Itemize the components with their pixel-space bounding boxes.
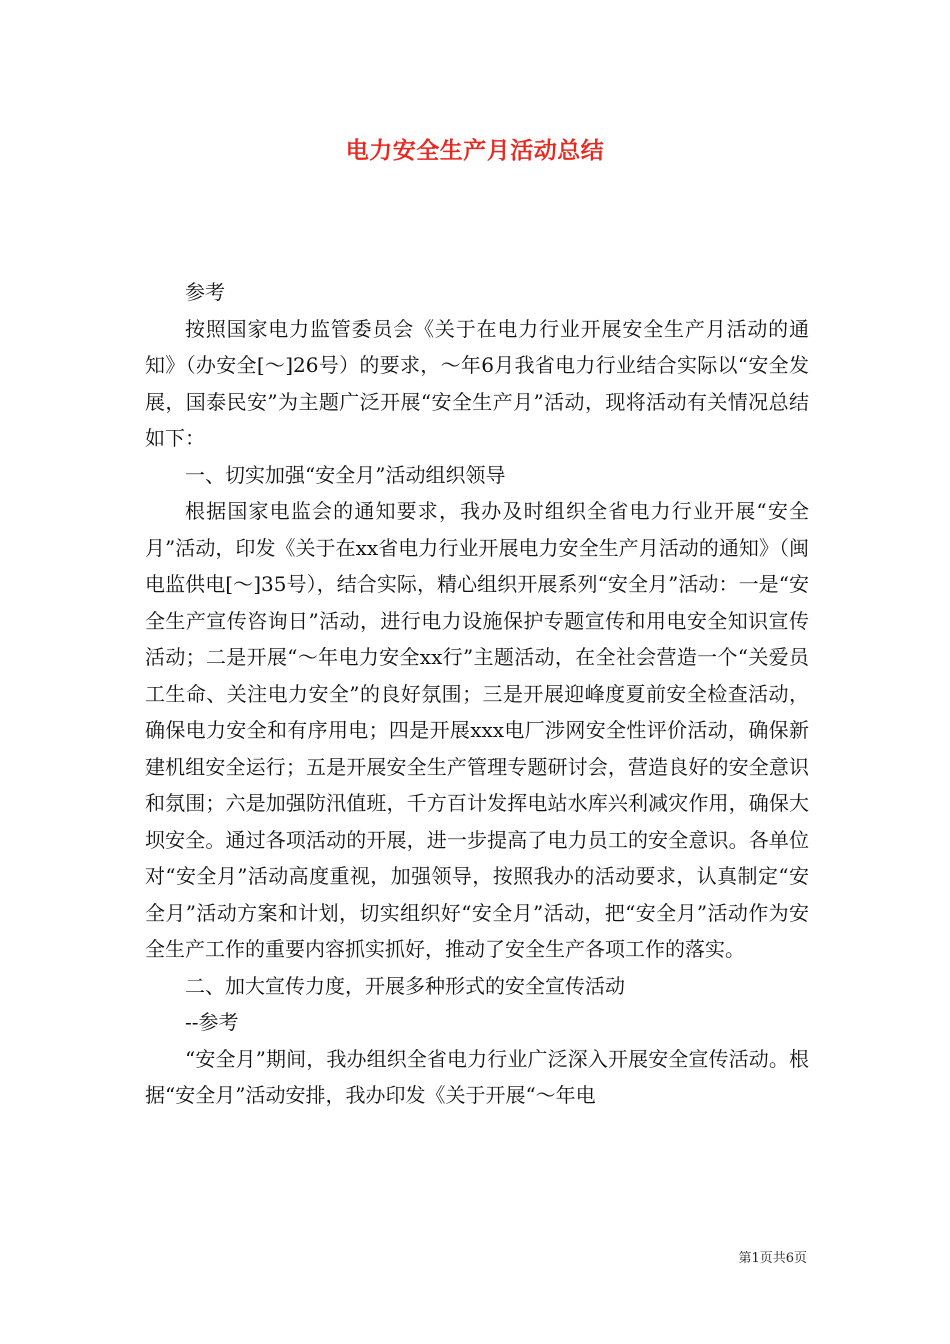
paragraph-section-2: “安全月”期间，我办组织全省电力行业广泛深入开展安全宣传活动。根据“安全月”活动安排，我办印发《关于开展“～年电 (145, 1046, 809, 1107)
paragraph-reference-2: --参考 (185, 1010, 239, 1034)
paragraph-intro: 按照国家电力监管委员会《关于在电力行业开展安全生产月活动的通知》（办安全[～]26号）的要求，～年6月我省电力行业结合实际以“安全发展，国泰民安”为主题广泛开展“安全生产月”活动，现将活动有关情况总结如下： (145, 316, 809, 450)
page-number: 第1页共6页 (738, 1251, 807, 1266)
paragraph-reference: 参考 (185, 280, 225, 304)
section-heading-2: 二、加大宣传力度，开展多种形式的安全宣传活动 (185, 973, 625, 998)
document-title: 电力安全生产月活动总结 (345, 138, 605, 164)
paragraph-section-1: 根据国家电监会的通知要求，我办及时组织全省电力行业开展“安全月”活动，印发《关于在xx省电力行业开展电力安全生产月活动的通知》（闽电监供电[～]35号），结合实际，精心组织开展系列“安全月”活动：一是“安全生产宣传咨询日”活动，进行电力设施保护专题宣传和用电安全知识宣传活动；二是开展“～年电力安全xx行”主题活动，在全社会营造一个“关爱员工生命、关注电力安全”的良好氛围；三是开展迎峰度夏前安全检查活动，确保电力安全和有序用电；四是开展xxx电厂涉网安全性评价活动，确保新建机组安全运行；五是开展安全生产管理专题研讨会，营造良好的安全意识和氛围；六是加强防汛值班，千方百计发挥电站水库兴利减灾作用，确保大坝安全。通过各项活动的开展，进一步提高了电力员工的安全意识。各单位对“安全月”活动高度重视，加强领导，按照我办的活动要求，认真制定“安全月”活动方案和计划，切实组织好“安全月”活动，把“安全月”活动作为安全生产工作的重要内容抓实抓好，推动了安全生产各项工作的落实。 (145, 499, 809, 961)
section-heading-1: 一、切实加强“安全月”活动组织领导 (185, 462, 506, 487)
document-body (145, 274, 809, 1114)
